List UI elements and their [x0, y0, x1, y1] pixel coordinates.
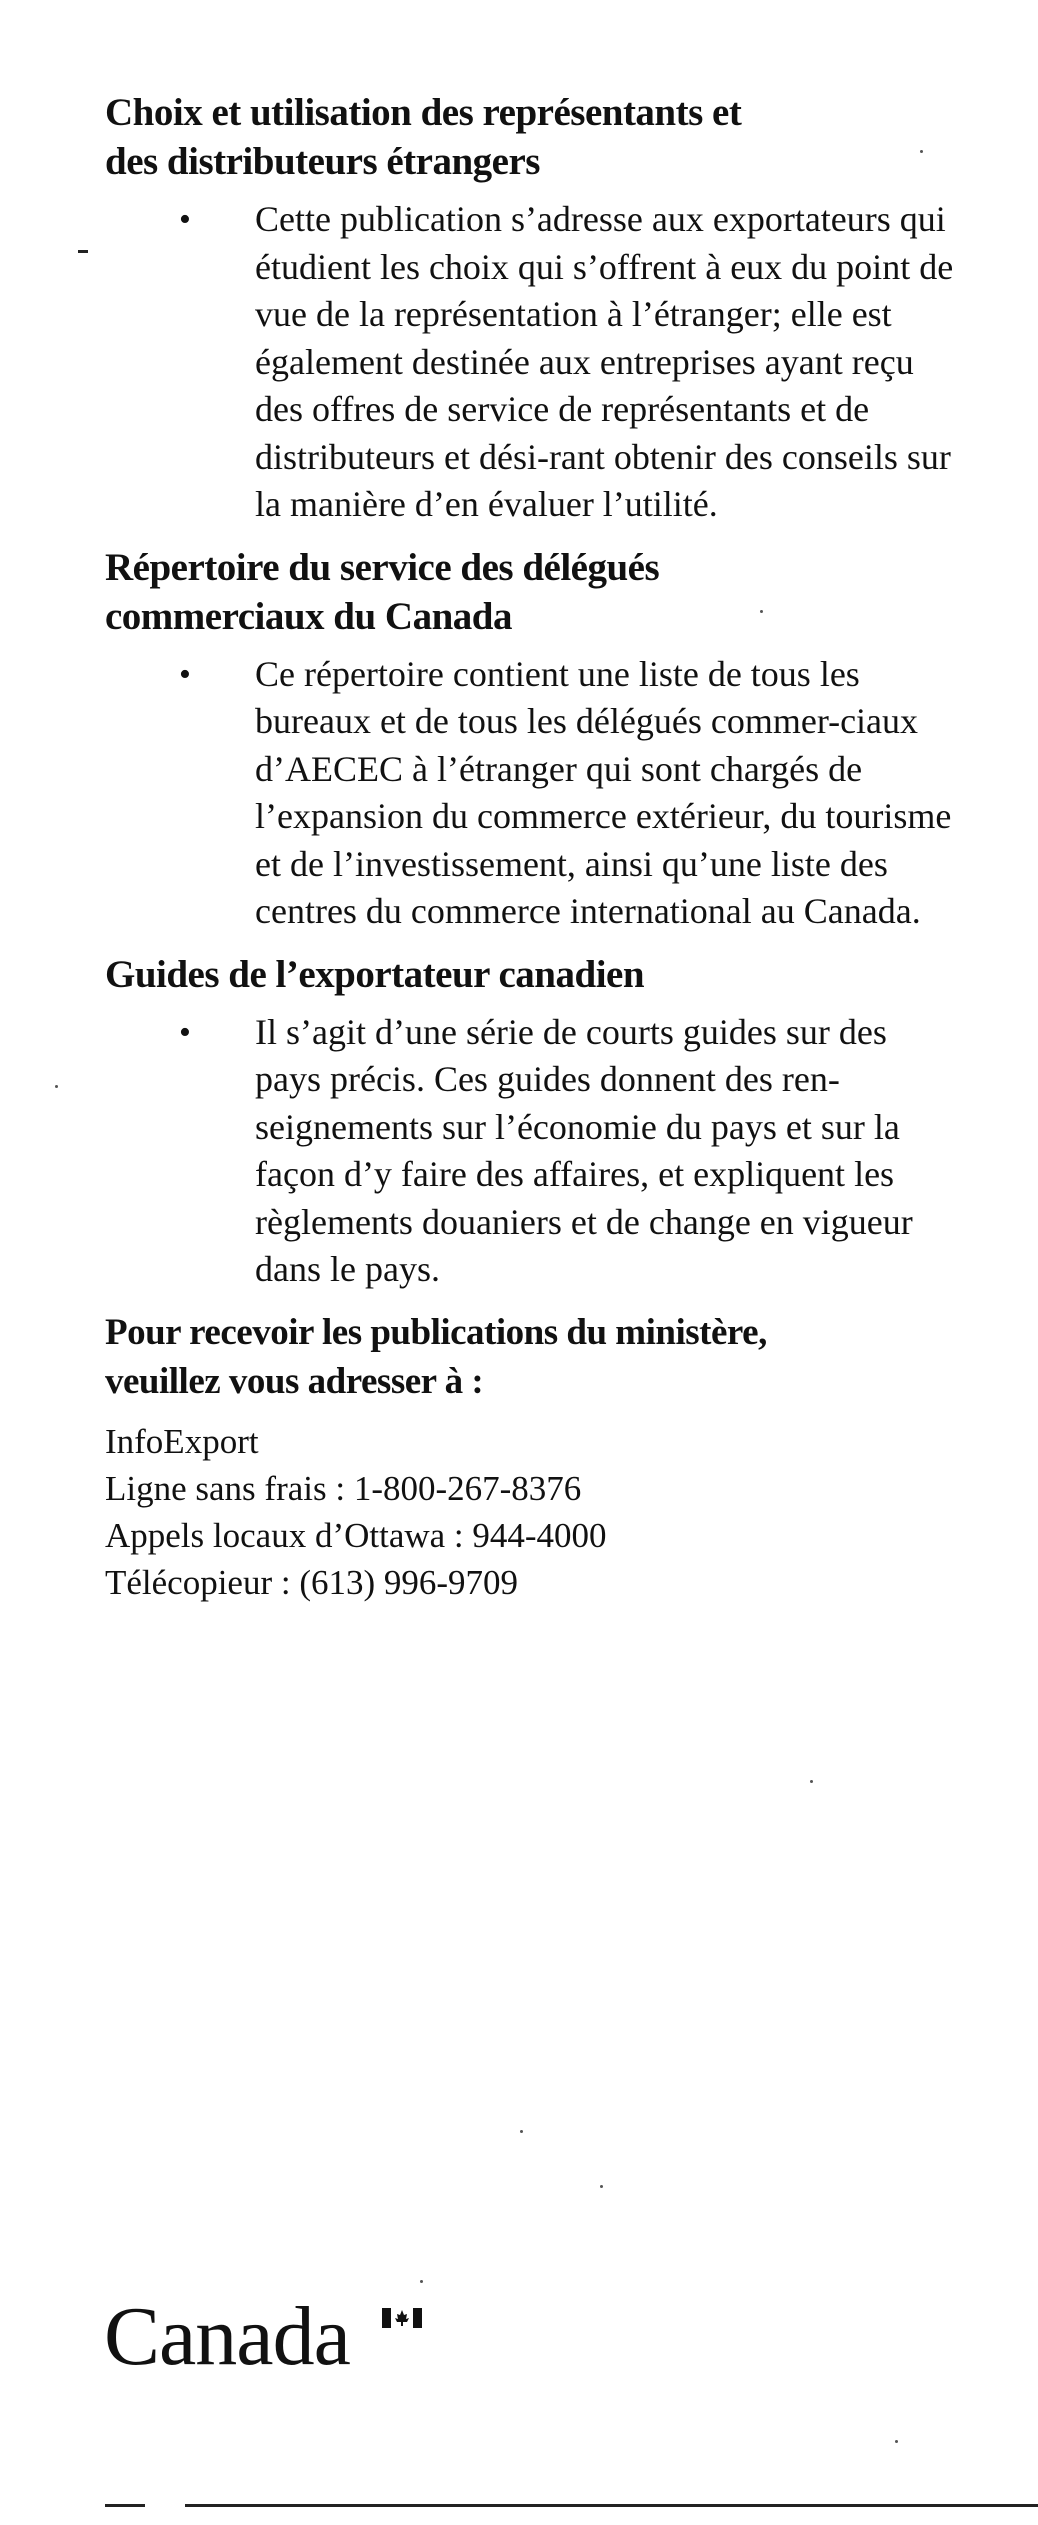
section-heading-line1: Répertoire du service des délégués: [105, 545, 660, 589]
contact-heading-line1: Pour recevoir les publications du ministère,: [105, 1311, 767, 1353]
contact-tollfree: Ligne sans frais : 1-800-267-8376: [105, 1468, 582, 1508]
canadian-flag-icon: [382, 2308, 422, 2328]
scan-speck: [55, 1085, 58, 1088]
divider: [105, 2504, 145, 2507]
section-heading: [105, 950, 965, 999]
contact-heading-line2: veuillez vous adresser à :: [105, 1360, 484, 1402]
list-item: [105, 1009, 955, 1294]
scan-speck: [920, 150, 923, 153]
scan-speck: [760, 610, 763, 613]
divider: [185, 2504, 1038, 2507]
contact-info: [105, 1418, 965, 1606]
item-text: Ce répertoire contient une liste de tous les bureaux et de tous les délégués commer-ciaux d’AECEC à l’étranger qui sont chargés de l’expansion du commerce extérieur, du tourisme et de l’investissement, ainsi qu’une liste des centres du commerce international au Canada.: [255, 653, 952, 931]
wordmark-text: Canada: [104, 2290, 350, 2383]
contact-name: InfoExport: [105, 1421, 259, 1461]
scan-speck: [810, 1780, 813, 1783]
bullet-icon: •: [179, 1013, 191, 1051]
section-heading-line2: commerciaux du Canada: [105, 594, 512, 638]
section-heading-line1: Choix et utilisation des représentants et: [105, 91, 742, 134]
section-heading-line2: des distributeurs étrangers: [105, 140, 540, 183]
section-heading-line1: Guides de l’exportateur canadien: [105, 952, 645, 996]
contact-heading: [105, 1308, 965, 1406]
bullet-icon: •: [179, 201, 191, 238]
scan-speck: [895, 2440, 898, 2443]
list-item: [105, 651, 955, 936]
bullet-icon: •: [179, 655, 191, 693]
contact-fax: Télécopieur : (613) 996-9709: [105, 1562, 519, 1602]
canada-wordmark-logo: [104, 2292, 350, 2382]
scan-mark: [78, 250, 88, 253]
scan-speck: [420, 2280, 423, 2283]
contact-local: Appels locaux d’Ottawa : 944-4000: [105, 1515, 607, 1555]
section-heading: [105, 543, 965, 641]
section-representants: [105, 88, 965, 529]
scan-speck: [600, 2185, 603, 2188]
item-text: Cette publication s’adresse aux exportateurs qui étudient les choix qui s’offrent à eux du point de vue de la représentation à l’étranger; elle est également destinée aux entreprises ayant reçu des offres de service de représentants et de distributeurs et dési-rant obtenir des conseils sur la manière d’en évaluer l’utilité.: [255, 199, 954, 524]
section-repertoire: [105, 543, 965, 936]
item-text: Il s’agit d’une série de courts guides sur des pays précis. Ces guides donnent des ren-seignements sur l’économie du pays et sur la façon d’y faire des affaires, et expliquent les règlements douaniers et de change en vigueur dans le pays.: [255, 1011, 913, 1289]
scan-speck: [520, 2130, 523, 2133]
section-heading: [105, 88, 965, 186]
publications-list: [105, 88, 965, 1606]
list-item: [105, 196, 955, 529]
section-guides: [105, 950, 965, 1294]
